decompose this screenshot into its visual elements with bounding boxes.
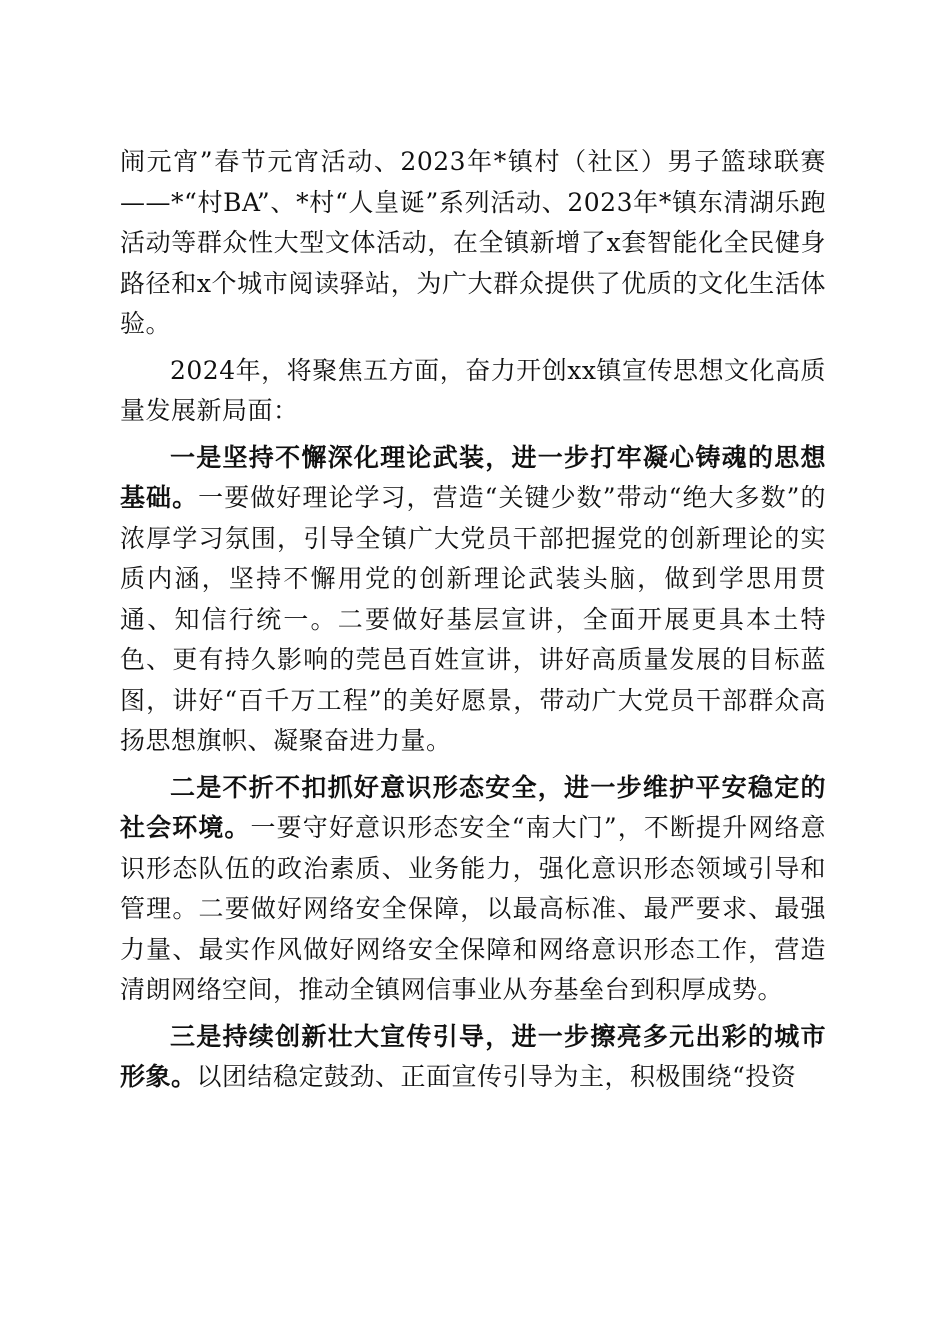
paragraph-theory-armament (120, 438, 826, 762)
paragraph-text: 一要做好理论学习，营造“关键少数”带动“绝大多数”的浓厚学习氛围，引导全镇广大党员干部把握党的创新理论的实质内涵，坚持不懈用党的创新理论武装头脑，做到学思用贯通、知信行统一。二要做好基层宣讲，全面开展更具本土特色、更有持久影响的莞邑百姓宣讲，讲好高质量发展的目标蓝图，讲好“百千万工程”的美好愿景，带动广大党员干部群众高扬思想旗帜、凝聚奋进力量。 (120, 483, 826, 755)
paragraph-lead: 二是不折不扣抓好意识形态安全，进一步维护平安稳定的社会环境。 (120, 772, 826, 842)
paragraph-publicity-guidance (120, 1017, 826, 1098)
paragraph-lead: 三是持续创新壮大宣传引导，进一步擦亮多元出彩的城市形象。 (120, 1021, 826, 1091)
paragraph-2024-intro (120, 351, 826, 432)
document-body (120, 142, 826, 1104)
paragraph-ideology-security (120, 768, 826, 1011)
paragraph-continuation (120, 142, 826, 345)
paragraph-text: 闹元宵”春节元宵活动、2023年*镇村（社区）男子篮球联赛——*“村BA”、*村“人皇诞”系列活动、2023年*镇东清湖乐跑活动等群众性大型文体活动，在全镇新增了x套智能化全民健身路径和x个城市阅读驿站，为广大群众提供了优质的文化生活体验。 (120, 147, 826, 338)
paragraph-text: 一要守好意识形态安全“南大门”，不断提升网络意识形态队伍的政治素质、业务能力，强化意识形态领域引导和管理。二要做好网络安全保障，以最高标准、最严要求、最强力量、最实作风做好网络安全保障和网络意识形态工作，营造清朗网络空间，推动全镇网信事业从夯基垒台到积厚成势。 (120, 813, 826, 1004)
paragraph-lead: 一是坚持不懈深化理论武装，进一步打牢凝心铸魂的思想基础。 (120, 442, 826, 512)
paragraph-text: 2024年，将聚焦五方面，奋力开创xx镇宣传思想文化高质量发展新局面： (120, 355, 826, 425)
paragraph-text: 以团结稳定鼓劲、正面宣传引导为主，积极围绕“投资 (196, 1062, 797, 1091)
